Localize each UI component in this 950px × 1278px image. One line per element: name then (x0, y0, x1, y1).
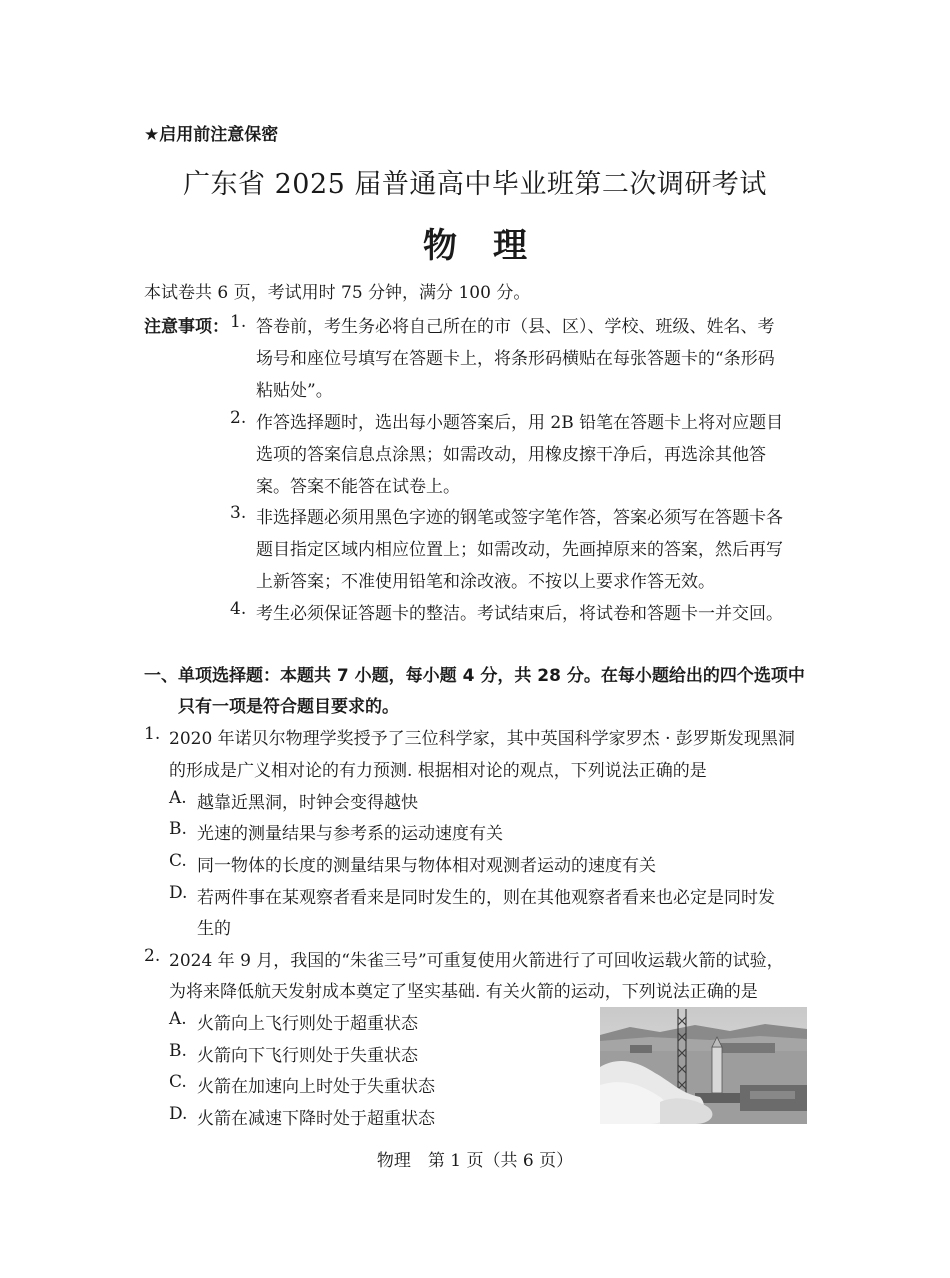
question-stem: 2024 年 9 月，我国的“朱雀三号”可重复使用火箭进行了可回收运载火箭的试验， (169, 951, 784, 971)
rocket-launch-photo (600, 1007, 807, 1124)
option-text: 火箭向下飞行则处于失重状态 (197, 1046, 418, 1066)
exam-title: 广东省 2025 届普通高中毕业班第二次调研考试 (183, 169, 767, 200)
option-label: B. (169, 819, 187, 839)
note-number: 4. (230, 599, 247, 619)
option-label: D. (169, 883, 188, 903)
question-stem: 为将来降低航天发射成本奠定了坚实基础. 有关火箭的运动，下列说法正确的是 (169, 982, 758, 1002)
option-label: A. (169, 788, 187, 808)
exam-intro: 本试卷共 6 页，考试用时 75 分钟，满分 100 分。 (144, 283, 531, 303)
option-label: A. (169, 1009, 187, 1029)
question-stem: 的形成是广义相对论的有力预测. 根据相对论的观点，下列说法正确的是 (169, 761, 707, 781)
question-number: 2. (144, 946, 161, 966)
option-text: 同一物体的长度的测量结果与物体相对观测者运动的速度有关 (197, 856, 656, 876)
page-footer: 物理 第 1 页（共 6 页） (376, 1151, 574, 1171)
option-label: C. (169, 1072, 187, 1092)
note-line: 案。答案不能答在试卷上。 (256, 477, 460, 497)
note-line: 答卷前，考生务必将自己所在的市（县、区）、学校、班级、姓名、考 (256, 317, 775, 337)
notes-label: 注意事项： (144, 317, 229, 337)
note-number: 2. (230, 408, 247, 428)
option-text: 火箭在减速下降时处于超重状态 (197, 1109, 435, 1129)
note-line: 粘贴处”。 (256, 381, 333, 401)
note-line: 上新答案；不准使用铅笔和涂改液。不按以上要求作答无效。 (256, 572, 715, 592)
question-number: 1. (144, 724, 161, 744)
confidential-mark: ★启用前注意保密 (144, 125, 279, 145)
option-text: 若两件事在某观察者看来是同时发生的，则在其他观察者看来也必定是同时发 (197, 888, 775, 908)
option-label: C. (169, 851, 187, 871)
option-text: 光速的测量结果与参考系的运动速度有关 (197, 824, 503, 844)
option-label: D. (169, 1104, 188, 1124)
subject-title: 物理 (423, 226, 563, 266)
option-text: 火箭在加速向上时处于失重状态 (197, 1077, 435, 1097)
section-heading-continued: 只有一项是符合题目要求的。 (178, 697, 399, 717)
note-number: 3. (230, 503, 247, 523)
note-line: 题目指定区域内相应位置上；如需改动，先画掉原来的答案，然后再写 (256, 540, 783, 560)
note-number: 1. (230, 312, 247, 332)
note-line: 考生必须保证答题卡的整洁。考试结束后，将试卷和答题卡一并交回。 (256, 604, 783, 624)
note-line: 作答选择题时，选出每小题答案后，用 2B 铅笔在答题卡上将对应题目 (256, 413, 784, 433)
question-stem: 2020 年诺贝尔物理学奖授予了三位科学家，其中英国科学家罗杰 · 彭罗斯发现黑洞 (169, 729, 795, 749)
section-heading: 一、单项选择题：本题共 7 小题，每小题 4 分，共 28 分。在每小题给出的四个选项中 (144, 666, 805, 686)
note-line: 场号和座位号填写在答题卡上，将条形码横贴在每张答题卡的“条形码 (256, 349, 775, 369)
note-line: 非选择题必须用黑色字迹的钢笔或签字笔作答，答案必须写在答题卡各 (256, 508, 783, 528)
option-label: B. (169, 1041, 187, 1061)
note-line: 选项的答案信息点涂黑；如需改动，用橡皮擦干净后，再选涂其他答 (256, 445, 766, 465)
option-text: 越靠近黑洞，时钟会变得越快 (197, 793, 418, 813)
option-text: 火箭向上飞行则处于超重状态 (197, 1014, 418, 1034)
option-text: 生的 (197, 919, 231, 939)
